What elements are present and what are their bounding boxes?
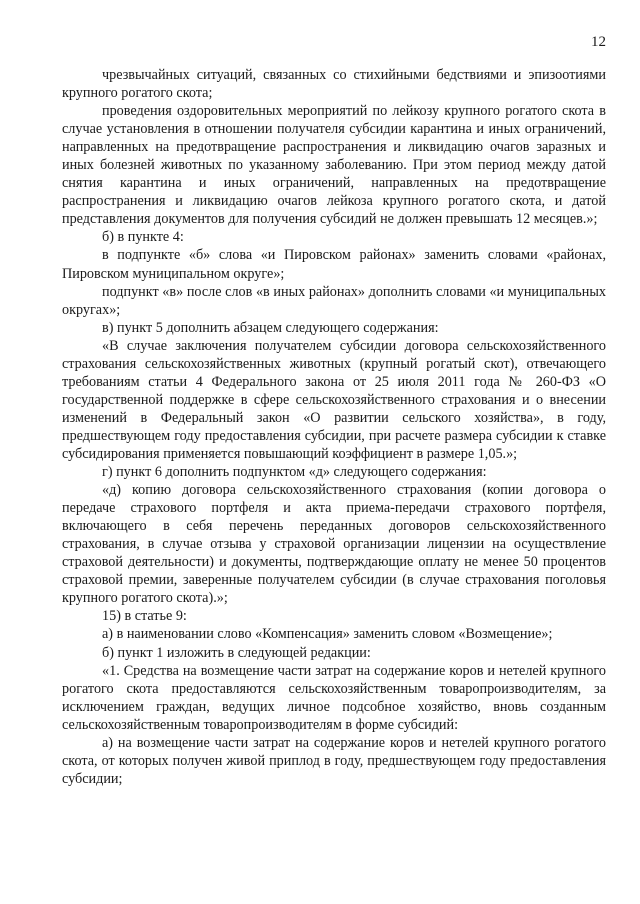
paragraph: проведения оздоровительных мероприятий по лейкозу крупного рогатого скота в случае установления в отношении получателя субсидии карантина и иных ограничений, направленных на предотвращение распространения и ликвидацию очагов заразных и иных болезней животных по указанному заболеванию. При этом период между датой снятия карантина и иных ограничений, направленных на предотвращение распространения и ликвидацию очагов лейкоза крупного рогатого скота, и датой представления документов для получения субсидий не должен превышать 12 месяцев.»; — [62, 103, 606, 228]
paragraph: в) пункт 5 дополнить абзацем следующего содержания: — [102, 319, 439, 336]
page-number: 12 — [591, 34, 606, 50]
paragraph: «В случае заключения получателем субсидии договора сельскохозяйственного страхования сельскохозяйственных животных (крупный рогатый скот), отвечающего требованиям статьи 4 Федерального закона от 25 июля 2011 года № 260-ФЗ «О государственной поддержке в сфере сельскохозяйственного страхования и о внесении изменений в Федеральный закон «О развитии сельского хозяйства», в году, предшествующем году предоставления субсидии, при расчете размера субсидии к ставке субсидирования применяется повышающий коэффициент в размере 1,05.»; — [62, 337, 606, 462]
paragraph: б) в пункте 4: — [102, 229, 184, 246]
paragraph: б) пункт 1 изложить в следующей редакции: — [102, 644, 371, 661]
paragraph: подпункт «в» после слов «в иных районах» дополнить словами «и муниципальных округах»; — [62, 283, 606, 318]
paragraph: чрезвычайных ситуаций, связанных со стихийными бедствиями и эпизоотиями крупного рогатого скота; — [62, 67, 606, 102]
paragraph: «1. Средства на возмещение части затрат на содержание коров и нетелей крупного рогатого скота предоставляются сельскохозяйственным товаропроизводителям, за исключением граждан, ведущих личное подсобное хозяйство, вновь созданным сельскохозяйственным товаропроизводителям в форме субсидий: — [62, 662, 606, 733]
document-body — [62, 66, 606, 788]
paragraph: а) на возмещение части затрат на содержание коров и нетелей крупного рогатого скота, от которых получен живой приплод в году, предшествующем году предоставления субсидии; — [62, 734, 606, 787]
paragraph: а) в наименовании слово «Компенсация» заменить словом «Возмещение»; — [102, 626, 553, 643]
paragraph: «д) копию договора сельскохозяйственного страхования (копии договора о передаче страхового портфеля и акта приема-передачи страхового портфеля, включающего в себя перечень переданных договоров сельскохозяйственного страхования, в случае отзыва у страховой организации лицензии на осуществление страховой деятельности) и документы, подтверждающие оплату не менее 50 процентов страховой премии, заверенные получателем субсидии (в случае страхования поголовья крупного рогатого скота).»; — [62, 482, 606, 607]
paragraph: г) пункт 6 дополнить подпунктом «д» следующего содержания: — [102, 464, 487, 481]
paragraph: 15) в статье 9: — [102, 608, 187, 625]
paragraph: в подпункте «б» слова «и Пировском районах» заменить словами «районах, Пировском муниципальном округе»; — [62, 247, 606, 282]
